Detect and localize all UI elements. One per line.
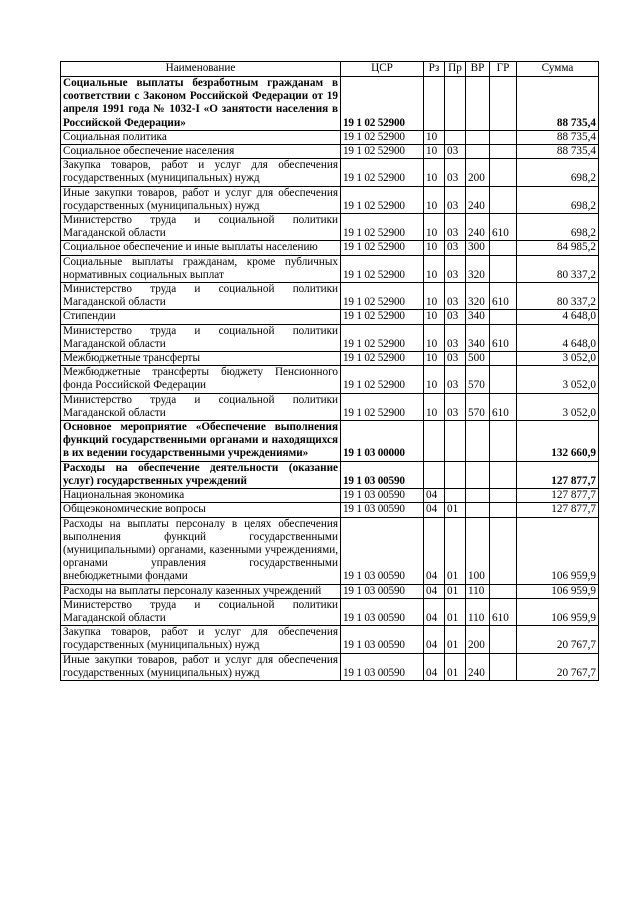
cell-sum: 106 959,9: [517, 584, 599, 598]
table-row: [61, 310, 599, 324]
cell-pr: [445, 130, 466, 144]
cell-csr: 19 1 02 52900: [341, 324, 424, 351]
cell-vr: 320: [466, 283, 490, 310]
cell-rz: 10: [424, 255, 445, 282]
cell-vr: 570: [466, 393, 490, 420]
header-gr: ГР: [490, 62, 517, 77]
cell-gr: 610: [490, 214, 517, 241]
cell-sum: 4 648,0: [517, 324, 599, 351]
cell-pr: 03: [445, 283, 466, 310]
cell-gr: [490, 584, 517, 598]
cell-rz: [424, 421, 445, 462]
cell-csr: 19 1 03 00590: [341, 517, 424, 584]
cell-csr: 19 1 03 00590: [341, 489, 424, 503]
table-row: [61, 159, 599, 186]
table-row: [61, 366, 599, 393]
cell-rz: 10: [424, 283, 445, 310]
cell-rz: 04: [424, 598, 445, 625]
cell-vr: 110: [466, 584, 490, 598]
table-row: [61, 77, 599, 131]
cell-sum: 132 660,9: [517, 421, 599, 462]
cell-vr: 200: [466, 159, 490, 186]
cell-csr: 19 1 03 00590: [341, 503, 424, 517]
cell-pr: 03: [445, 352, 466, 366]
cell-name: Министерство труда и социальной политики Магаданской области: [61, 393, 341, 420]
cell-csr: 19 1 02 52900: [341, 310, 424, 324]
cell-pr: 01: [445, 584, 466, 598]
cell-rz: 04: [424, 489, 445, 503]
cell-rz: 10: [424, 145, 445, 159]
cell-sum: 20 767,7: [517, 653, 599, 680]
cell-rz: 04: [424, 517, 445, 584]
cell-csr: 19 1 02 52900: [341, 255, 424, 282]
table-row: [61, 421, 599, 462]
cell-vr: 240: [466, 653, 490, 680]
table-row: [61, 255, 599, 282]
cell-sum: 698,2: [517, 214, 599, 241]
cell-name: Социальное обеспечение населения: [61, 145, 341, 159]
cell-pr: 03: [445, 186, 466, 213]
table-row: [61, 186, 599, 213]
cell-vr: 340: [466, 324, 490, 351]
cell-sum: 106 959,9: [517, 517, 599, 584]
cell-gr: [490, 421, 517, 462]
cell-sum: 3 052,0: [517, 366, 599, 393]
cell-gr: [490, 366, 517, 393]
cell-vr: 110: [466, 598, 490, 625]
cell-csr: 19 1 02 52900: [341, 159, 424, 186]
cell-rz: 10: [424, 310, 445, 324]
cell-gr: [490, 130, 517, 144]
cell-pr: 03: [445, 310, 466, 324]
cell-rz: 10: [424, 130, 445, 144]
cell-csr: 19 1 02 52900: [341, 241, 424, 255]
cell-csr: 19 1 02 52900: [341, 186, 424, 213]
table-row: [61, 653, 599, 680]
cell-name: Социальная политика: [61, 130, 341, 144]
cell-gr: [490, 352, 517, 366]
cell-name: Расходы на выплаты персоналу в целях обеспечения выполнения функций государственными (муниципальными) органами, казенными учреждениями, органами управления государственными внебюджетными фондами: [61, 517, 341, 584]
table-row: [61, 352, 599, 366]
cell-sum: 3 052,0: [517, 393, 599, 420]
cell-vr: 500: [466, 352, 490, 366]
cell-csr: 19 1 02 52900: [341, 214, 424, 241]
table-row: [61, 241, 599, 255]
cell-sum: 20 767,7: [517, 626, 599, 653]
table-row: [61, 145, 599, 159]
cell-gr: [490, 489, 517, 503]
cell-rz: [424, 77, 445, 131]
cell-csr: 19 1 02 52900: [341, 393, 424, 420]
cell-name: Национальная экономика: [61, 489, 341, 503]
cell-name: Стипендии: [61, 310, 341, 324]
table-row: [61, 324, 599, 351]
cell-pr: [445, 489, 466, 503]
cell-csr: 19 1 02 52900: [341, 145, 424, 159]
table-row: [61, 584, 599, 598]
cell-gr: [490, 310, 517, 324]
cell-pr: 03: [445, 159, 466, 186]
cell-csr: 19 1 02 52900: [341, 77, 424, 131]
cell-rz: 10: [424, 366, 445, 393]
cell-sum: 88 735,4: [517, 77, 599, 131]
header-csr: ЦСР: [341, 62, 424, 77]
cell-name: Иные закупки товаров, работ и услуг для обеспечения государственных (муниципальных) нужд: [61, 653, 341, 680]
cell-vr: [466, 489, 490, 503]
cell-vr: 320: [466, 255, 490, 282]
cell-name: Межбюджетные трансферты бюджету Пенсионного фонда Российской Федерации: [61, 366, 341, 393]
cell-pr: 03: [445, 214, 466, 241]
cell-name: Расходы на обеспечение деятельности (оказание услуг) государственных учреждений: [61, 461, 341, 488]
cell-name: Министерство труда и социальной политики Магаданской области: [61, 324, 341, 351]
cell-sum: 106 959,9: [517, 598, 599, 625]
table-row: [61, 626, 599, 653]
cell-gr: [490, 159, 517, 186]
cell-csr: 19 1 03 00590: [341, 461, 424, 488]
cell-csr: 19 1 03 00590: [341, 626, 424, 653]
cell-gr: [490, 255, 517, 282]
cell-name: Основное мероприятие «Обеспечение выполнения функций государственными органами и находящихся в их ведении государственными учреждениями»: [61, 421, 341, 462]
cell-rz: 04: [424, 503, 445, 517]
cell-gr: [490, 503, 517, 517]
cell-vr: 240: [466, 186, 490, 213]
cell-pr: 03: [445, 241, 466, 255]
cell-pr: [445, 461, 466, 488]
cell-rz: 04: [424, 626, 445, 653]
cell-rz: 04: [424, 653, 445, 680]
cell-name: Закупка товаров, работ и услуг для обеспечения государственных (муниципальных) нужд: [61, 626, 341, 653]
cell-name: Закупка товаров, работ и услуг для обеспечения государственных (муниципальных) нужд: [61, 159, 341, 186]
cell-vr: 240: [466, 214, 490, 241]
header-vr: ВР: [466, 62, 490, 77]
cell-vr: [466, 503, 490, 517]
cell-csr: 19 1 02 52900: [341, 283, 424, 310]
cell-name: Расходы на выплаты персоналу казенных учреждений: [61, 584, 341, 598]
cell-sum: 698,2: [517, 186, 599, 213]
cell-sum: 4 648,0: [517, 310, 599, 324]
cell-csr: 19 1 02 52900: [341, 366, 424, 393]
cell-pr: [445, 421, 466, 462]
cell-vr: [466, 77, 490, 131]
table-row: [61, 489, 599, 503]
cell-gr: 610: [490, 393, 517, 420]
cell-rz: 10: [424, 241, 445, 255]
cell-csr: 19 1 02 52900: [341, 130, 424, 144]
cell-gr: [490, 653, 517, 680]
table-row: [61, 503, 599, 517]
cell-sum: 127 877,7: [517, 503, 599, 517]
cell-pr: 03: [445, 255, 466, 282]
table-row: [61, 461, 599, 488]
cell-rz: 10: [424, 186, 445, 213]
cell-gr: [490, 517, 517, 584]
cell-sum: 88 735,4: [517, 130, 599, 144]
cell-rz: 04: [424, 584, 445, 598]
cell-sum: 88 735,4: [517, 145, 599, 159]
cell-vr: 100: [466, 517, 490, 584]
cell-vr: [466, 461, 490, 488]
cell-pr: 03: [445, 145, 466, 159]
cell-csr: 19 1 03 00000: [341, 421, 424, 462]
cell-vr: 300: [466, 241, 490, 255]
cell-name: Общеэкономические вопросы: [61, 503, 341, 517]
header-name: Наименование: [61, 62, 341, 77]
cell-vr: [466, 145, 490, 159]
cell-pr: 01: [445, 503, 466, 517]
cell-name: Министерство труда и социальной политики Магаданской области: [61, 283, 341, 310]
cell-vr: 200: [466, 626, 490, 653]
cell-sum: 698,2: [517, 159, 599, 186]
cell-pr: 01: [445, 653, 466, 680]
cell-pr: 03: [445, 366, 466, 393]
cell-name: Социальные выплаты гражданам, кроме публичных нормативных социальных выплат: [61, 255, 341, 282]
cell-pr: 01: [445, 626, 466, 653]
cell-rz: 10: [424, 324, 445, 351]
cell-gr: [490, 461, 517, 488]
cell-vr: 340: [466, 310, 490, 324]
cell-pr: [445, 77, 466, 131]
cell-pr: 03: [445, 393, 466, 420]
cell-gr: 610: [490, 324, 517, 351]
cell-rz: 10: [424, 393, 445, 420]
table-body: [61, 77, 599, 681]
table-row: [61, 283, 599, 310]
cell-gr: 610: [490, 283, 517, 310]
cell-vr: [466, 130, 490, 144]
cell-name: Министерство труда и социальной политики Магаданской области: [61, 598, 341, 625]
table-row: [61, 517, 599, 584]
header-pr: Пр: [445, 62, 466, 77]
cell-gr: 610: [490, 598, 517, 625]
cell-rz: 10: [424, 214, 445, 241]
cell-sum: 127 877,7: [517, 489, 599, 503]
cell-pr: 01: [445, 598, 466, 625]
cell-rz: 10: [424, 159, 445, 186]
cell-sum: 80 337,2: [517, 255, 599, 282]
cell-csr: 19 1 02 52900: [341, 352, 424, 366]
cell-sum: 3 052,0: [517, 352, 599, 366]
cell-pr: 01: [445, 517, 466, 584]
cell-csr: 19 1 03 00590: [341, 598, 424, 625]
cell-gr: [490, 145, 517, 159]
cell-name: Министерство труда и социальной политики Магаданской области: [61, 214, 341, 241]
cell-vr: 570: [466, 366, 490, 393]
cell-rz: [424, 461, 445, 488]
budget-table: [60, 61, 599, 681]
cell-csr: 19 1 03 00590: [341, 584, 424, 598]
table-row: [61, 598, 599, 625]
cell-sum: 80 337,2: [517, 283, 599, 310]
header-sum: Сумма: [517, 62, 599, 77]
cell-sum: 127 877,7: [517, 461, 599, 488]
cell-gr: [490, 77, 517, 131]
cell-name: Социальное обеспечение и иные выплаты населению: [61, 241, 341, 255]
cell-name: Социальные выплаты безработным гражданам в соответствии с Законом Российской Федерации от 19 апреля 1991 года № 1032-I «О занятости населения в Российской Федерации»: [61, 77, 341, 131]
header-rz: Рз: [424, 62, 445, 77]
table-row: [61, 393, 599, 420]
cell-name: Иные закупки товаров, работ и услуг для обеспечения государственных (муниципальных) нужд: [61, 186, 341, 213]
cell-vr: [466, 421, 490, 462]
cell-pr: 03: [445, 324, 466, 351]
cell-sum: 84 985,2: [517, 241, 599, 255]
cell-rz: 10: [424, 352, 445, 366]
table-row: [61, 214, 599, 241]
table-row: [61, 130, 599, 144]
table-header-row: [61, 62, 599, 77]
cell-gr: [490, 626, 517, 653]
cell-gr: [490, 186, 517, 213]
cell-gr: [490, 241, 517, 255]
cell-name: Межбюджетные трансферты: [61, 352, 341, 366]
cell-csr: 19 1 03 00590: [341, 653, 424, 680]
